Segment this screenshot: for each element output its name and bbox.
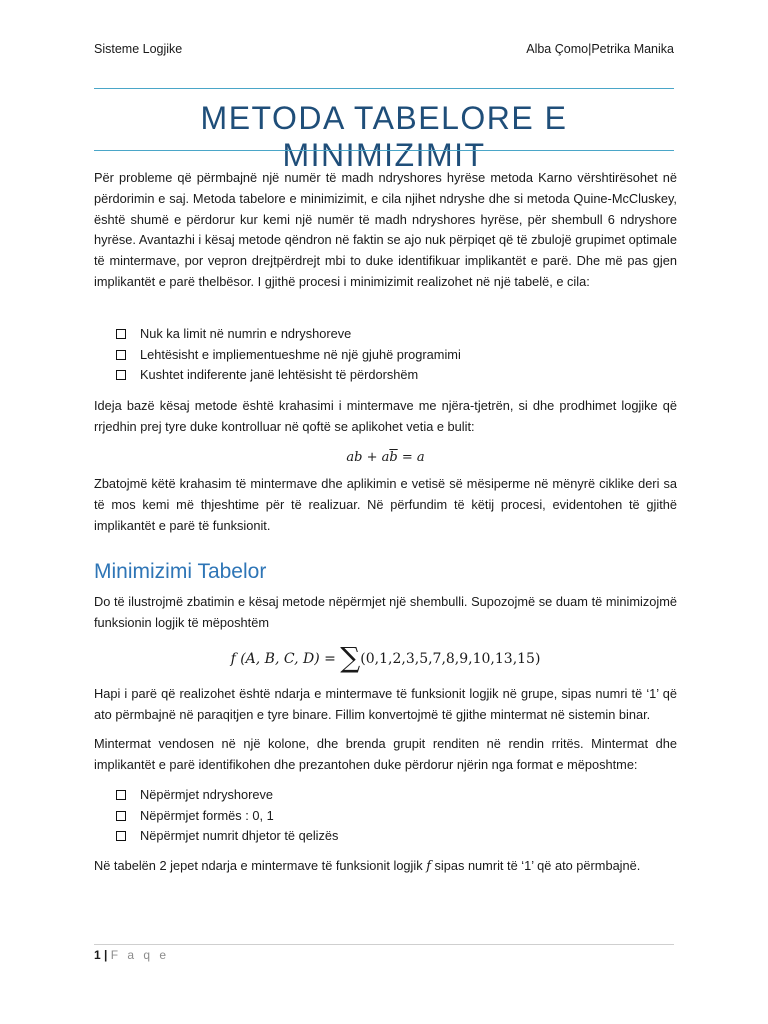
step1-block [94,684,677,726]
example-paragraph: Do të ilustrojmë zbatimin e kësaj metode nëpërmjet një shembulli. Supozojmë se duam të minimizojmë funksionin logjik të mëposhtëm [94,594,677,630]
intro-paragraph: Për probleme që përmbajnë një numër të madh ndryshores hyrëse metoda Karno vërshtirësohet në përdorimin e saj. Metoda tabelore e minimizimit, e cila njihet ndryshe dhe si metoda Quine-McCluskey, është shumë e përdorur kur kemi një numër të madh ndryshores hyrëse, për shembull 6 ndryshore hyrëse. Avantazhi i kësaj metode qëndron në faktin se ajo nuk përpiqet që të zbulojë grupimet optimale të mintermave, por vepron drejtpërdrejt mbi to duke identifikuar implikantët e parë. Dhe më pas gjen implikantët e parë thelbësor. I gjithë procesi i minimizimit realizohet në një tabelë, e cila: [94,170,677,289]
checkbox-bullet-icon [116,329,126,339]
checkbox-bullet-icon [116,350,126,360]
section-heading: Minimizimi Tabelor [94,560,267,583]
page-header [94,42,674,60]
checkbox-bullet-icon [116,811,126,821]
title-rule-top [94,88,674,89]
header-authors: Alba Çomo|Petrika Manika [526,42,674,56]
apply-paragraph: Zbatojmë këtë krahasim të mintermave dhe aplikimin e vetisë së mësiperme në mënyrë ciklike deri sa të mos kemi më thjeshtime për të realizuar. Në përfundim të këtij procesi, evidentohen të gjithë implikantët e parë të funksionit. [94,476,677,533]
page-number: 1 [94,948,101,962]
list-item: Lehtësisht e impliementueshme në një gjuhë programimi [116,345,677,366]
footer-label: F a q e [110,948,170,962]
page-title: METODA TABELORE E MINIMIZIMIT [200,100,568,173]
idea-block [94,396,677,438]
apply-block [94,474,677,536]
footer-rule [94,944,674,945]
function-equation: f (A, B, C, D) = ∑(0,1,2,3,5,7,8,9,10,13,15) [230,641,541,674]
list-item: Nëpërmjet ndryshoreve [116,785,677,806]
list-item: Nëpërmjet numrit dhjetor të qelizës [116,826,677,847]
header-course: Sisteme Logjike [94,42,183,56]
checkbox-bullet-icon [116,370,126,380]
title-rule-bottom [94,150,674,151]
closing-paragraph: Në tabelën 2 jepet ndarja e mintermave të funksionit logjik f sipas numrit të ‘1’ që ato përmbajnë. [94,858,641,874]
list-item: Nuk ka limit në numrin e ndryshoreve [116,324,677,345]
closing-block [94,856,677,878]
step2-block [94,734,677,776]
formats-list-block [94,785,677,847]
sigma-symbol: ∑ [340,641,361,674]
intro-block [94,168,677,293]
list-item: Kushtet indiferente janë lehtësisht të përdorshëm [116,365,677,386]
checkbox-bullet-icon [116,831,126,841]
step2-paragraph: Mintermat vendosen në një kolone, dhe brenda grupit renditen në rendin rritës. Mintermat dhe implikantët e parë identifikohen dhe prezantohen duke përdorur njërin nga format e mëposhtme: [94,736,677,772]
example-block [94,592,677,634]
step1-paragraph: Hapi i parë që realizohet është ndarja e mintermave të funksionit logjik në grupe, sipas numri të ‘1’ që ato përmbajnë në paraqitjen e tyre binare. Fillim konvertojmë të gjithe mintermat në sistemin binar. [94,686,677,722]
checkbox-bullet-icon [116,790,126,800]
idea-paragraph: Ideja bazë kësaj metode është krahasimi i mintermave me njëra-tjetrën, si dhe prodhimet logjike që rrjedhin prej tyre duke kontrolluar në qoftë se aplikohet vetia e bulit: [94,398,677,434]
features-list [94,324,677,386]
formats-list [94,785,677,847]
list-item: Nëpërmjet formës : 0, 1 [116,806,677,827]
features-list-block [94,324,677,386]
boolean-equation: ab + $a\overline{b} = a$ [346,450,425,465]
page-footer: 1 | F a q e [94,948,170,962]
